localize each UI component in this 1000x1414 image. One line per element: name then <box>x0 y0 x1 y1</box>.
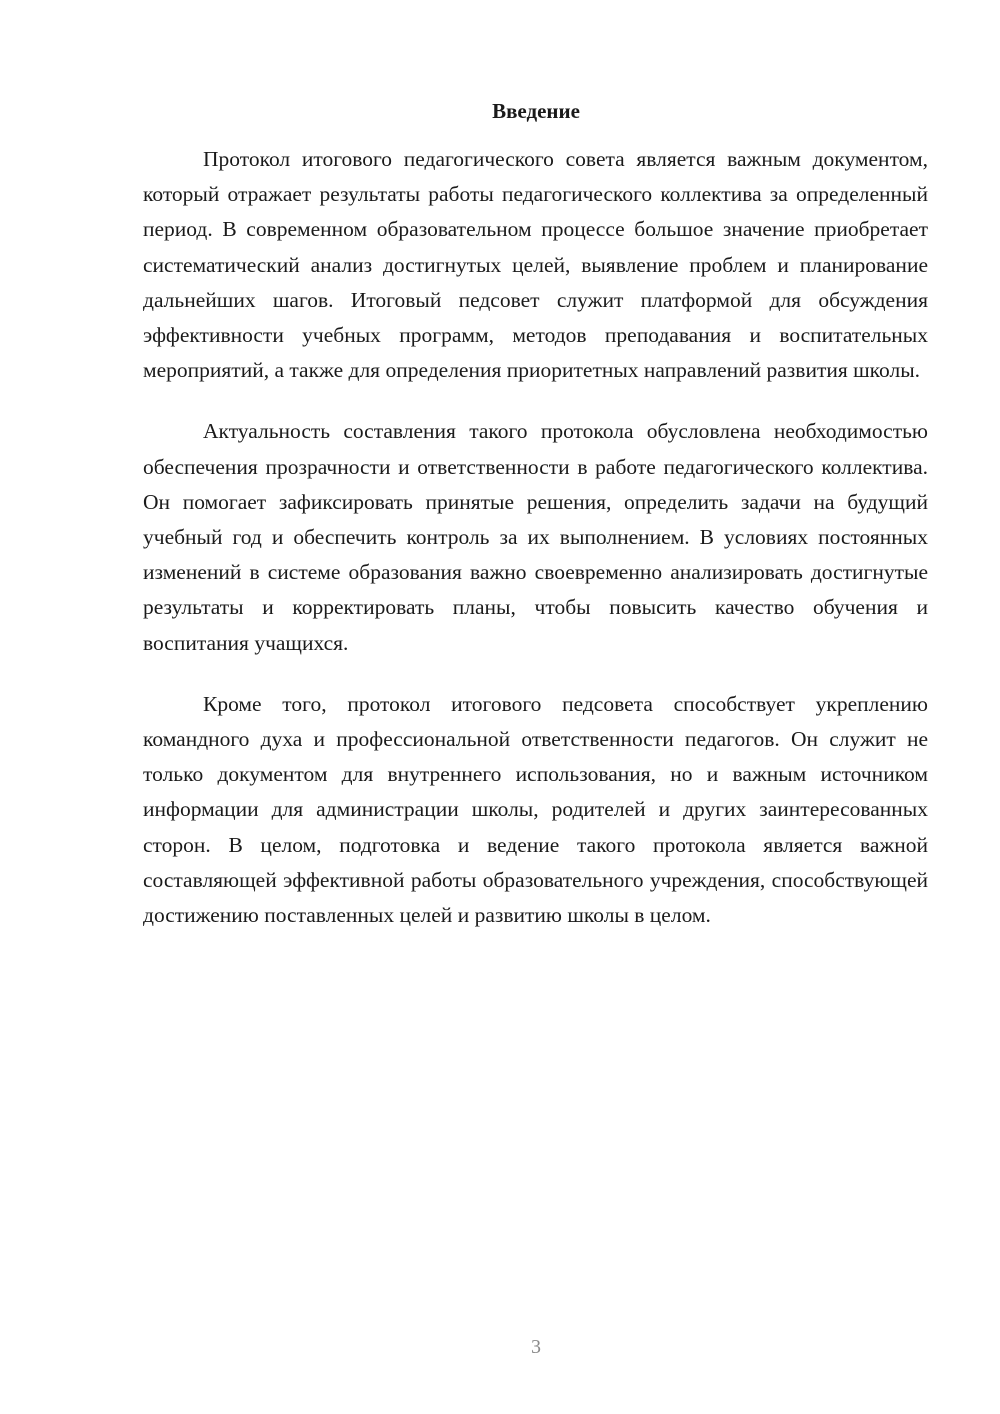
paragraph-1: Протокол итогового педагогического совета является важным документом, который отражает результаты работы педагогического коллектива за определенный период. В современном образовательном процессе большое значение приобретает систематический анализ достигнутых целей, выявление проблем и планирование дальнейших шагов. Итоговый педсовет служит платформой для обсуждения эффективности учебных программ, методов преподавания и воспитательных мероприятий, а также для определения приоритетных направлений развития школы. <box>143 147 928 383</box>
body-text <box>143 142 928 959</box>
page-number: 3 <box>531 1336 541 1358</box>
paragraph-3: Кроме того, протокол итогового педсовета способствует укреплению командного духа и профессиональной ответственности педагогов. Он служит не только документом для внутреннего использования, но и важным источником информации для администрации школы, родителей и других заинтересованных сторон. В целом, подготовка и ведение такого протокола является важной составляющей эффективной работы образовательного учреждения, способствующей достижению поставленных целей и развитию школы в целом. <box>143 691 928 928</box>
paragraph-2: Актуальность составления такого протокола обусловлена необходимостью обеспечения прозрачности и ответственности в работе педагогического коллектива. Он помогает зафиксировать принятые решения, определить задачи на будущий учебный год и обеспечить контроль за их выполнением. В условиях постоянных изменений в системе образования важно своевременно анализировать достигнутые результаты и корректировать планы, чтобы повысить качество обучения и воспитания учащихся. <box>143 419 928 655</box>
section-heading: Введение <box>492 99 580 123</box>
